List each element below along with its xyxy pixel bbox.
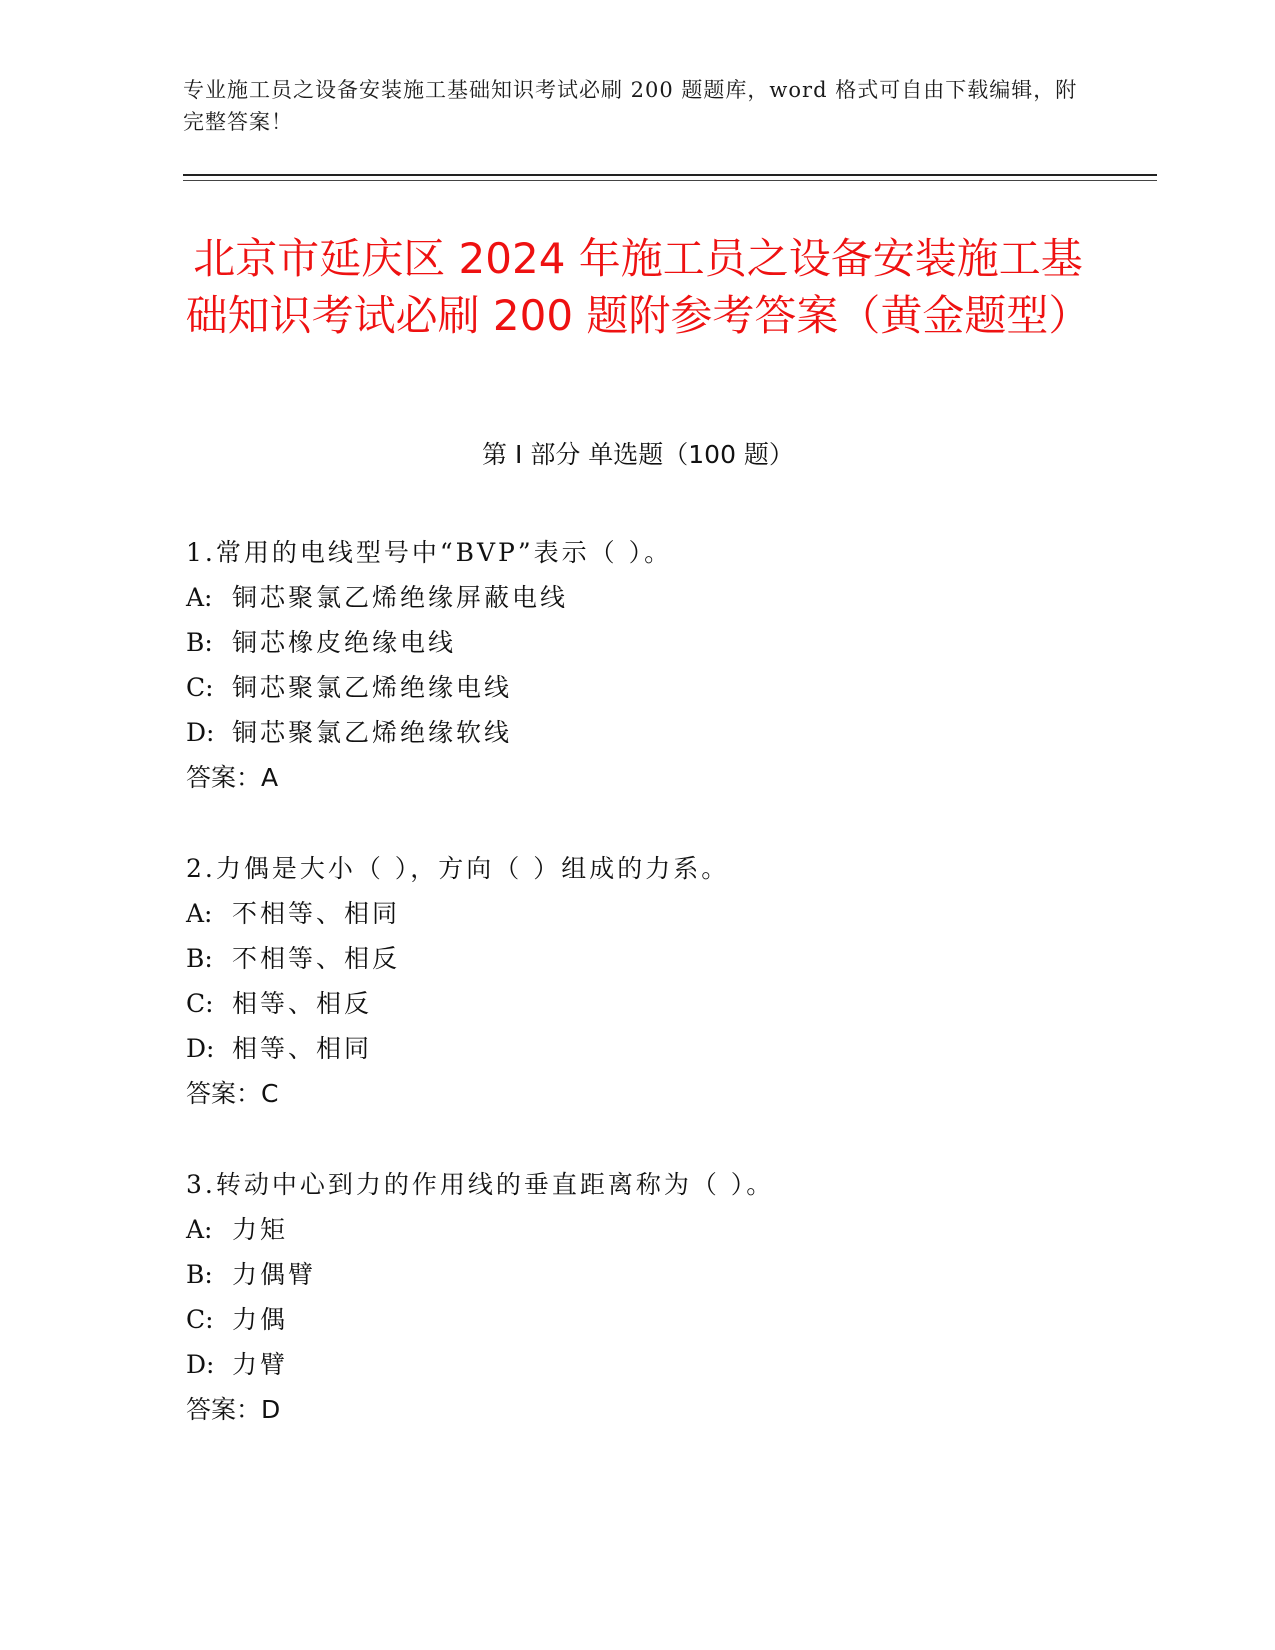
question-3	[186, 1162, 1106, 1432]
option-c	[186, 665, 1106, 710]
option-d	[186, 1342, 1106, 1387]
question-2	[186, 846, 1106, 1116]
option-letter: B:	[186, 628, 213, 657]
option-letter: A:	[186, 899, 213, 928]
question-1	[186, 530, 1106, 800]
option-letter: A:	[186, 1215, 213, 1244]
option-a	[186, 891, 1106, 936]
question-stem: 3.转动中心到力的作用线的垂直距离称为（ ）。	[186, 1170, 775, 1199]
question-stem: 1.常用的电线型号中“BVP”表示（ ）。	[186, 538, 673, 567]
option-letter: D:	[186, 1034, 215, 1063]
option-d	[186, 710, 1106, 755]
option-b	[186, 936, 1106, 981]
option-c	[186, 981, 1106, 1026]
option-letter: C:	[186, 1305, 214, 1334]
header-divider-thick	[183, 174, 1157, 176]
document-title: 北京市延庆区 2024 年施工员之设备安装施工基础知识考试必刷 200 题附参考答案（黄金题型）	[185, 234, 1091, 340]
option-text: 铜芯橡皮绝缘电线	[232, 628, 457, 657]
option-letter: D:	[186, 718, 215, 747]
option-b	[186, 620, 1106, 665]
option-text: 力偶臂	[232, 1260, 317, 1289]
option-text: 铜芯聚氯乙烯绝缘软线	[232, 718, 513, 747]
option-letter: B:	[186, 1260, 213, 1289]
option-text: 力偶	[232, 1305, 289, 1334]
option-text: 铜芯聚氯乙烯绝缘屏蔽电线	[232, 583, 569, 612]
option-letter: D:	[186, 1350, 215, 1379]
option-letter: C:	[186, 989, 214, 1018]
option-text: 相等、相同	[232, 1034, 373, 1063]
option-c	[186, 1297, 1106, 1342]
answer-line: 答案：C	[186, 1079, 279, 1108]
answer-line: 答案：D	[186, 1395, 281, 1424]
option-letter: C:	[186, 673, 214, 702]
question-stem: 2.力偶是大小（ ），方向（ ）组成的力系。	[186, 854, 730, 883]
option-text: 相等、相反	[232, 989, 373, 1018]
answer-line: 答案：A	[186, 763, 279, 792]
option-letter: B:	[186, 944, 213, 973]
option-a	[186, 575, 1106, 620]
option-text: 不相等、相反	[232, 944, 401, 973]
option-a	[186, 1207, 1106, 1252]
option-text: 不相等、相同	[232, 899, 401, 928]
option-text: 铜芯聚氯乙烯绝缘电线	[232, 673, 513, 702]
header-divider-thin	[183, 180, 1157, 181]
option-d	[186, 1026, 1106, 1071]
header-note: 专业施工员之设备安装施工基础知识考试必刷 200 题题库，word 格式可自由下载编辑，附完整答案！	[183, 78, 1078, 134]
option-b	[186, 1252, 1106, 1297]
option-text: 力矩	[232, 1215, 289, 1244]
section-heading: 第 I 部分 单选题（100 题）	[482, 440, 794, 469]
option-text: 力臂	[232, 1350, 289, 1379]
option-letter: A:	[186, 583, 213, 612]
